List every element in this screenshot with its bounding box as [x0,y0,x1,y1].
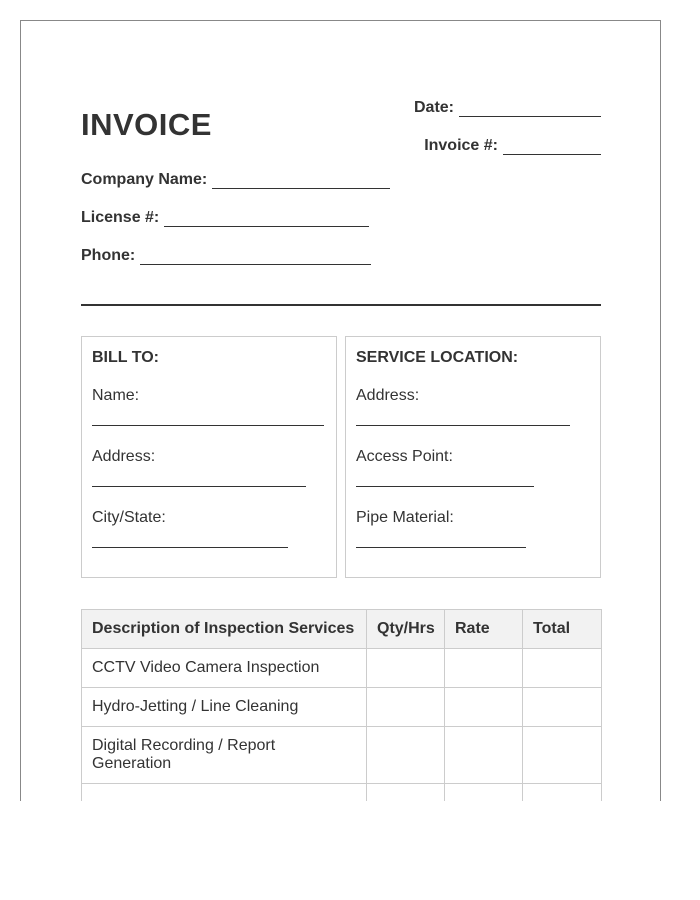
service-location-title: SERVICE LOCATION: [356,349,519,366]
header-divider [81,304,601,306]
bill-to-name-label: Name: [92,387,140,404]
invoice-number-blank-line[interactable] [503,140,601,155]
rate-cell[interactable] [445,649,523,688]
company-name-blank-line[interactable] [212,174,390,189]
table-row [82,688,602,727]
bill-to-address-line[interactable] [92,486,306,487]
bill-to-box [81,336,337,578]
pipe-material-line[interactable] [356,547,526,548]
qty-hrs-cell[interactable] [367,727,445,784]
date-label: Date: [413,99,454,116]
company-name-label: Company Name: [81,171,208,188]
company-name-field[interactable] [81,171,390,189]
services-table-header-row [82,610,602,649]
table-row [82,649,602,688]
service-address-label: Address: [356,387,420,404]
qty-hrs-cell[interactable] [367,688,445,727]
license-blank-line[interactable] [164,212,369,227]
service-address-line[interactable] [356,425,570,426]
bill-to-title: BILL TO: [92,349,159,366]
invoice-sheet [20,20,661,801]
date-field[interactable] [414,99,601,117]
bill-to-city-state-line[interactable] [92,547,288,548]
bill-to-city-state-label: City/State: [92,509,166,526]
service-location-box [345,336,601,578]
rate-cell[interactable] [445,784,523,802]
qty-hrs-cell[interactable] [367,784,445,802]
total-cell[interactable] [523,727,602,784]
invoice-number-label: Invoice #: [424,137,498,154]
rate-cell[interactable] [445,688,523,727]
column-header-rate: Rate [445,610,523,649]
service-description-cell: Digital Recording / Report Generation [82,727,367,784]
table-row [82,784,602,802]
bill-to-name-line[interactable] [92,425,324,426]
column-header-total: Total [523,610,602,649]
total-cell[interactable] [523,688,602,727]
access-point-line[interactable] [356,486,534,487]
service-description-cell[interactable] [82,784,367,802]
license-label: License #: [81,209,160,226]
column-header-description: Description of Inspection Services [82,610,367,649]
bill-to-address-label: Address: [92,448,156,465]
date-blank-line[interactable] [459,102,601,117]
qty-hrs-cell[interactable] [367,649,445,688]
phone-field[interactable] [81,247,371,265]
invoice-number-field[interactable] [424,137,601,155]
rate-cell[interactable] [445,727,523,784]
phone-blank-line[interactable] [140,250,371,265]
pipe-material-label: Pipe Material: [356,509,454,526]
total-cell[interactable] [523,784,602,802]
invoice-title: INVOICE [81,107,212,142]
phone-label: Phone: [81,247,136,264]
access-point-label: Access Point: [356,448,453,465]
services-table [81,609,602,801]
total-cell[interactable] [523,649,602,688]
column-header-qty-hrs: Qty/Hrs [367,610,445,649]
service-description-cell: Hydro-Jetting / Line Cleaning [82,688,367,727]
license-field[interactable] [81,209,369,227]
service-description-cell: CCTV Video Camera Inspection [82,649,367,688]
table-row [82,727,602,784]
